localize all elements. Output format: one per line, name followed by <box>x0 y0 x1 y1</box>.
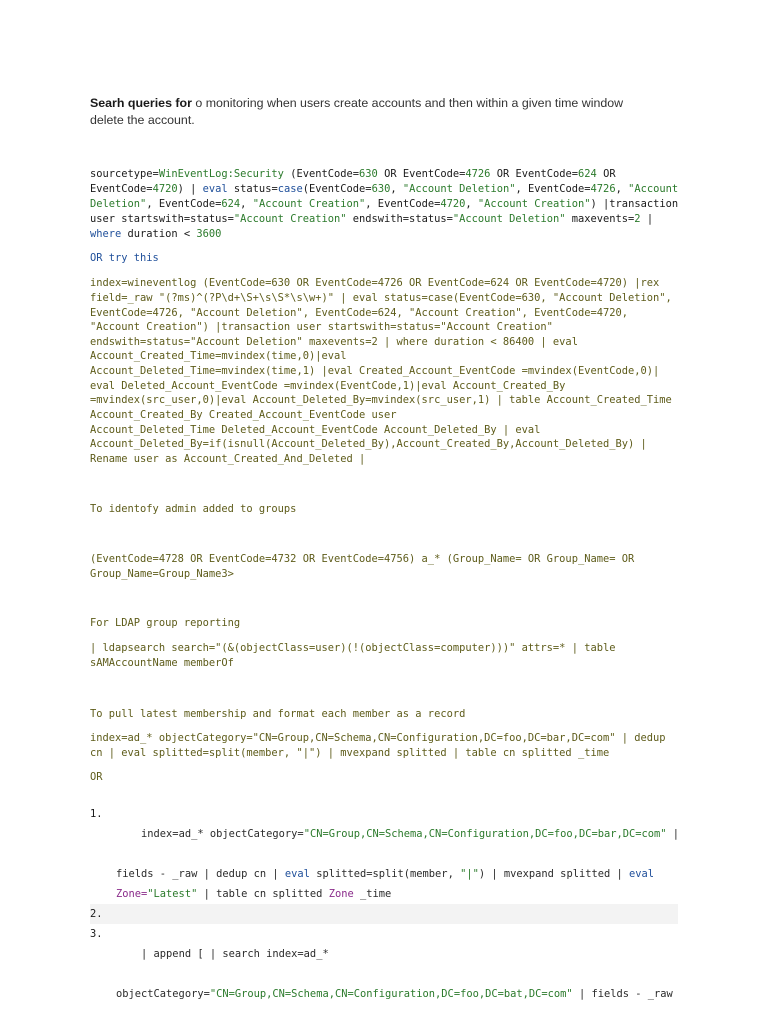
code2-line: =mvindex(src_user,0)|eval Account_Deleted_By=mvindex(src_user,1) | table Account_Created_Time <box>90 394 672 406</box>
code2-line: Account_Created_By Created_Account_EventCode user <box>90 409 397 421</box>
list-item-3-cont: objectCategory="CN=Group,CN=Schema,CN=Configuration,DC=foo,DC=bat,DC=com" | fields - _raw <box>116 988 673 1000</box>
or-try-label: OR try this <box>90 252 159 264</box>
pull-membership-heading: To pull latest membership and format each member as a record <box>90 708 466 720</box>
code1-line-3: Deletion", EventCode=624, "Account Creation", EventCode=4720, "Account Creation") |transaction <box>90 198 679 210</box>
code2-line: Account_Deleted_Time Deleted_Account_EventCode Account_Deleted_By | eval <box>90 424 541 436</box>
code2-line: eval Deleted_Account_EventCode =mvindex(EventCode,1)|eval Account_Created_By <box>90 380 566 392</box>
list-number: 3. <box>90 928 103 940</box>
code2-line: Rename user as Account_Created_And_Deleted | <box>90 453 366 465</box>
code4-line: sAMAccountName memberOf <box>90 657 234 669</box>
list-item-1-cont: Zone="Latest" | table cn splitted Zone _time <box>116 888 392 900</box>
or-label: OR <box>90 771 103 783</box>
list-item-3: 3. | append [ | search index=ad_* <box>90 924 678 984</box>
code1-line-2: EventCode=4720) | eval status=case(EventCode=630, "Account Deletion", EventCode=4726, "Account <box>90 183 679 195</box>
code2-line: Account_Created_Time=mvindex(time,0)|eval <box>90 350 347 362</box>
code1-line-4: user startswith=status="Account Creation" endswith=status="Account Deletion" maxevents=2 | <box>90 213 654 225</box>
code1-line-1: sourcetype=WinEventLog:Security (EventCode=630 OR EventCode=4726 OR EventCode=624 OR <box>90 168 616 180</box>
list-number: 1. <box>90 808 103 820</box>
list-item-1-cont: fields - _raw | dedup cn | eval splitted=split(member, "|") | mvexpand splitted | eval <box>116 868 655 880</box>
code2-line: field=_raw "(?ms)^(?P\d+\S+\s\S*\s\w+)" | eval status=case(EventCode=630, "Account Deletion", <box>90 292 672 304</box>
numbered-code-list <box>90 804 678 1004</box>
code2-line: Account_Deleted_By=if(isnull(Account_Deleted_By),Account_Created_By,Account_Deleted_By) | <box>90 438 647 450</box>
code5-line: cn | eval splitted=split(member, "|") | mvexpand splitted | table cn splitted _time <box>90 747 610 759</box>
list-number: 2. <box>90 908 103 920</box>
code1-line-5: where duration < 3600 <box>90 228 222 240</box>
admin-groups-heading: To identofy admin added to groups <box>90 503 297 515</box>
ldap-heading: For LDAP group reporting <box>90 617 241 629</box>
list-item-1: 1. index=ad_* objectCategory="CN=Group,CN=Schema,CN=Configuration,DC=foo,DC=bar,DC=com" | <box>90 804 678 864</box>
code3-line: Group_Name=Group_Name3> <box>90 568 234 580</box>
code2-line: "Account Creation") |transaction user startswith=status="Account Creation" <box>90 321 553 333</box>
code2-line: index=wineventlog (EventCode=630 OR EventCode=4726 OR EventCode=624 OR EventCode=4720) |rex <box>90 277 660 289</box>
code2-line: Account_Deleted_Time=mvindex(time,1) |eval Created_Account_EventCode =mvindex(EventCode,0)| <box>90 365 660 377</box>
code2-line: EventCode=4726, "Account Deletion", EventCode=624, "Account Creation", EventCode=4720, <box>90 307 628 319</box>
intro-paragraph <box>90 95 660 129</box>
code3-line: (EventCode=4728 OR EventCode=4732 OR EventCode=4756) a_* (Group_Name= OR Group_Name= OR <box>90 553 635 565</box>
code2-line: endswith=status="Account Deletion" maxevents=2 | where duration < 86400 | eval <box>90 336 578 348</box>
intro-bold: Searh queries for <box>90 96 192 110</box>
code5-line: index=ad_* objectCategory="CN=Group,CN=Schema,CN=Configuration,DC=foo,DC=bar,DC=com" | dedup <box>90 732 666 744</box>
intro-text: o monitoring when users create accounts and then within a given time window delete the account. <box>90 96 624 127</box>
code4-line: | ldapsearch search="(&(objectClass=user)(!(objectClass=computer)))" attrs=* | table <box>90 642 616 654</box>
list-item-2 <box>90 904 678 924</box>
